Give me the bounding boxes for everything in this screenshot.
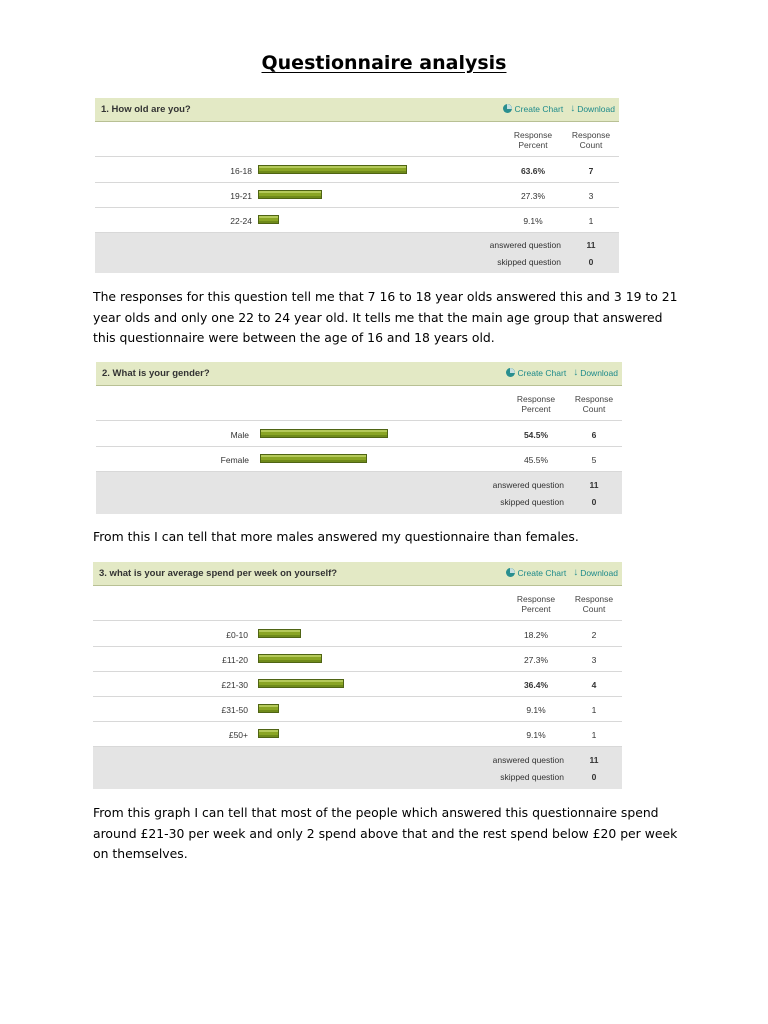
response-count-header: Response Count — [574, 394, 614, 414]
answered-question-label: answered question — [489, 240, 561, 250]
response-percent: 36.4% — [523, 680, 549, 690]
response-count: 1 — [591, 730, 597, 740]
response-percent: 54.5% — [523, 430, 549, 440]
answered-question-label: answered question — [492, 480, 564, 490]
create-chart-link[interactable]: Create Chart — [514, 103, 564, 114]
pie-chart-icon[interactable] — [506, 368, 515, 377]
answer-label: 19-21 — [230, 191, 252, 201]
answer-label: £11-20 — [222, 655, 248, 665]
response-count: 6 — [591, 430, 597, 440]
answered-question-value: 11 — [586, 240, 596, 250]
question-actions — [506, 567, 618, 578]
analysis-paragraph-2: From this I can tell that more males answered my questionnaire than females. — [93, 529, 579, 544]
skipped-question-value: 0 — [591, 772, 597, 782]
column-headers — [93, 586, 622, 621]
answer-row — [95, 158, 619, 183]
response-count-header: Response Count — [574, 594, 614, 614]
question-header — [95, 98, 619, 122]
pie-chart-icon[interactable] — [506, 568, 515, 577]
answer-row — [93, 722, 622, 747]
download-arrow-icon[interactable]: ↓ — [573, 567, 579, 579]
question-summary — [95, 233, 619, 273]
response-count: 1 — [591, 705, 597, 715]
skipped-question-label: skipped question — [500, 497, 564, 507]
answer-label: Male — [230, 430, 249, 440]
response-bar — [260, 454, 367, 463]
response-bar — [258, 629, 301, 638]
answer-label: £50+ — [228, 730, 248, 740]
response-count: 2 — [591, 630, 597, 640]
response-bar — [258, 190, 322, 199]
create-chart-link[interactable]: Create Chart — [517, 567, 567, 578]
answer-label: £21-30 — [221, 680, 248, 690]
question-title: 3. what is your average spend per week on yourself? — [99, 568, 338, 579]
response-percent: 9.1% — [526, 730, 546, 740]
response-count: 5 — [591, 455, 597, 465]
create-chart-link[interactable]: Create Chart — [517, 367, 567, 378]
answer-row — [96, 447, 622, 472]
response-percent: 9.1% — [526, 705, 546, 715]
response-bar — [258, 704, 279, 713]
response-bar — [258, 215, 279, 224]
response-percent: 18.2% — [523, 630, 549, 640]
skipped-question-label: skipped question — [497, 257, 561, 267]
download-arrow-icon[interactable]: ↓ — [570, 103, 576, 115]
survey-question-age — [95, 98, 619, 273]
question-summary — [96, 472, 622, 514]
download-link[interactable]: Download — [580, 567, 618, 578]
response-count: 1 — [588, 216, 594, 226]
analysis-paragraph-3: From this graph I can tell that most of the people which answered this questionnaire spend around £21-30 per week and only 2 spend above that and the rest spend below £20 per week on themselves. — [93, 805, 678, 861]
response-count-header: Response Count — [571, 130, 611, 150]
answered-question-label: answered question — [492, 755, 564, 765]
skipped-question-label: skipped question — [500, 772, 564, 782]
answer-row — [95, 183, 619, 208]
response-percent: 9.1% — [523, 216, 543, 226]
answer-row — [96, 422, 622, 447]
answered-question-value: 11 — [589, 755, 599, 765]
response-percent: 27.3% — [520, 191, 546, 201]
response-percent-header: Response Percent — [513, 130, 553, 150]
download-link[interactable]: Download — [580, 367, 618, 378]
answer-row — [93, 697, 622, 722]
answer-label: Female — [220, 455, 249, 465]
skipped-question-value: 0 — [588, 257, 594, 267]
answer-label: 22-24 — [230, 216, 252, 226]
page-title: Questionnaire analysis — [261, 52, 507, 74]
response-count: 4 — [591, 680, 597, 690]
answer-label: £31-50 — [221, 705, 248, 715]
response-bar — [258, 654, 322, 663]
response-percent: 63.6% — [520, 166, 546, 176]
survey-question-spend — [93, 562, 622, 789]
response-count: 7 — [588, 166, 594, 176]
answer-row — [93, 647, 622, 672]
response-bar — [260, 429, 388, 438]
analysis-paragraph-1: The responses for this question tell me that 7 16 to 18 year olds answered this and 3 19 to 21 year olds and only one 22 to 24 year old. It tells me that the main age group that answered this questionnaire were between the age of 16 and 18 years old. — [93, 289, 678, 345]
column-headers — [96, 386, 622, 421]
question-header — [96, 362, 622, 386]
question-actions — [503, 103, 615, 114]
answer-label: 16-18 — [230, 166, 252, 176]
question-title: 2. What is your gender? — [102, 368, 210, 379]
question-actions — [506, 367, 618, 378]
question-header — [93, 562, 622, 586]
question-title: 1. How old are you? — [101, 104, 191, 115]
response-bar — [258, 165, 407, 174]
response-bar — [258, 729, 279, 738]
response-count: 3 — [588, 191, 594, 201]
response-bar — [258, 679, 344, 688]
answer-row — [93, 622, 622, 647]
answered-question-value: 11 — [589, 480, 599, 490]
response-count: 3 — [591, 655, 597, 665]
skipped-question-value: 0 — [591, 497, 597, 507]
question-summary — [93, 747, 622, 789]
response-percent: 45.5% — [523, 455, 549, 465]
response-percent-header: Response Percent — [516, 594, 556, 614]
column-headers — [95, 122, 619, 157]
download-link[interactable]: Download — [577, 103, 615, 114]
response-percent-header: Response Percent — [516, 394, 556, 414]
answer-row — [95, 208, 619, 233]
survey-question-gender — [96, 362, 622, 514]
download-arrow-icon[interactable]: ↓ — [573, 367, 579, 379]
answer-label: £0-10 — [226, 630, 248, 640]
pie-chart-icon[interactable] — [503, 104, 512, 113]
answer-row — [93, 672, 622, 697]
response-percent: 27.3% — [523, 655, 549, 665]
